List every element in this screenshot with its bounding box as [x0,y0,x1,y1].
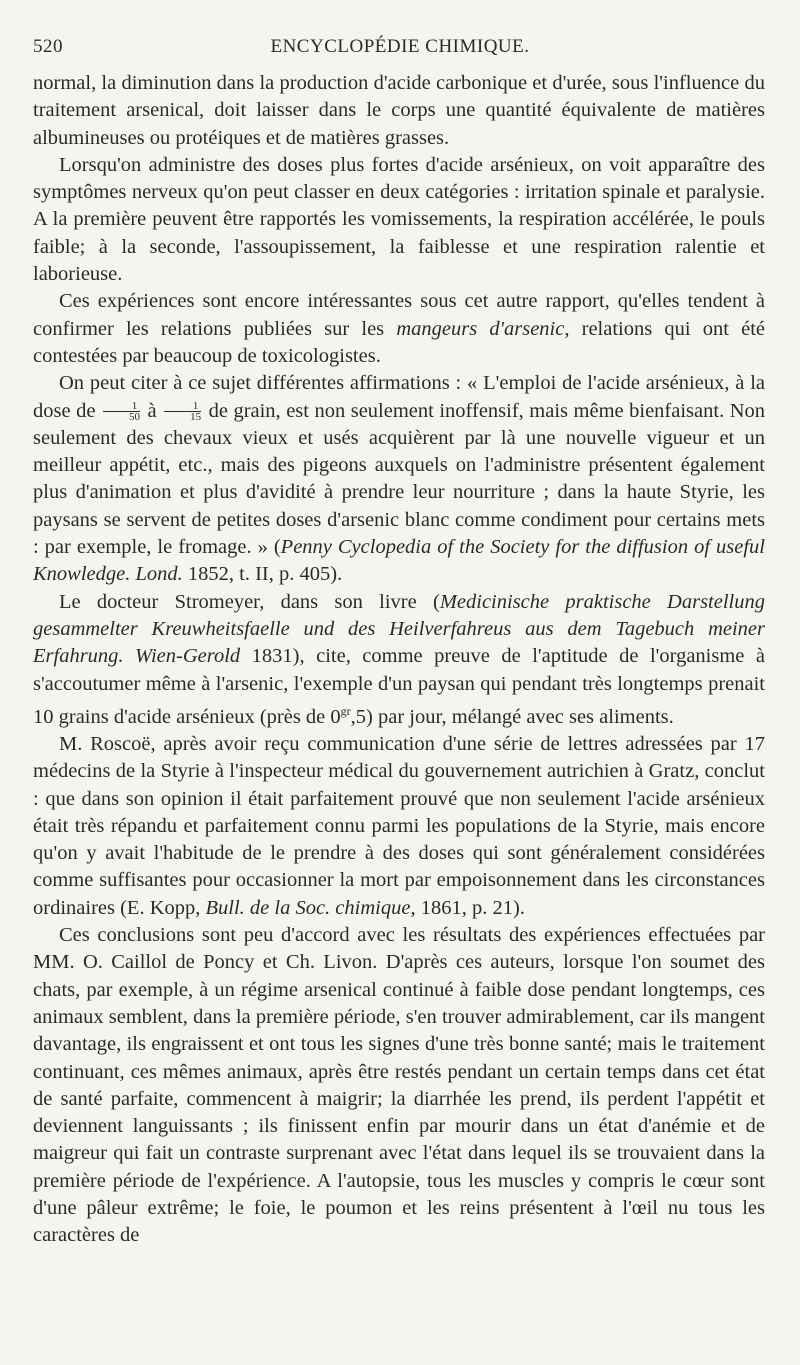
running-title: ENCYCLOPÉDIE CHIMIQUE. [270,36,530,57]
italic-term: mangeurs d'arsenic [396,317,565,340]
paragraph-1: normal, la diminution dans la production d'acide carbonique et d'urée, sous l'influence du traitement arsenical, doit laisser dans le corps une quantité équivalente de matières albumineuses ou protéiques et de matières grasses. [33,72,765,149]
paragraph-5 [33,589,765,731]
text-run: Ces expériences sont encore intéressantes sous cet autre rapport, qu'elles tendent à confirmer les relations publiées sur les [33,290,765,340]
page-header [30,36,770,66]
text-run: , 1861, p. 21). [410,896,525,919]
paragraph-4 [33,370,765,588]
italic-journal: Bull. de la Soc. chimique [205,896,411,919]
text-run: ,5) par jour, mélangé avec ses aliments. [350,705,674,728]
page-number: 520 [33,36,63,57]
text-run: M. Roscoë, après avoir reçu communication d'une série de lettres adressées par 17 médecins de la Styrie à l'inspecteur médical du gouvernement autrichien à Gratz, conclut : que dans son opinion il était parfaitement prouvé que non seulement l'acide arsénieux était très répandu et parfaitement connu parmi les populations de la Styrie, mais encore qu'on y avait l'habitude de le prendre à des doses qui sont généralement considérées comme suffisantes pour occasionner la mort par empoisonnement dans les circonstances ordinaires (E. Kopp, [33,732,765,919]
text-run: 1852, t. II, p. 405). [182,563,343,586]
fraction-denominator: 50 [128,411,140,424]
text-run: , relations qui ont été contestées par beaucoup de toxicologistes. [33,317,766,367]
paragraph-3 [33,288,765,370]
fraction-one-fifteenth [164,401,201,422]
fraction-numerator: 1 [164,401,201,412]
text-run: On peut citer à ce sujet différentes affirmations : « L'emploi de l'acide arsénieux, à la dose de [33,372,765,422]
text-run: de grain, est non seulement inoffensif, mais même bienfaisant. Non seulement des chevaux vieux et usés acquièrent par là une nouvelle vigueur et un meilleur appétit, etc., mais des pigeons auxquels on l'administre présentent également plus d'animation et plus d'avidité à prendre leur nourriture ; dans la haute Styrie, les paysans se servent de petites doses d'arsenic blanc comme condiment pour certains mets : par exemple, le fromage. » ( [33,399,765,559]
paragraph-6 [33,731,765,922]
text-run: 1831), cite, comme preuve de l'aptitude de l'organisme à s'accoutumer même à l'arsenic, l'exemple d'un paysan qui pendant très longtemps prenait 10 grains d'acide arsénieux (près de 0 [33,645,765,728]
text-run: Le docteur Stromeyer, dans son livre ( [59,590,440,613]
italic-book-title: Medicinische praktische Darstellung gesammelter Kreuwheitsfaelle und des Heilverfahreus aus dem Tagebuch meiner Erfahrung. Wien-Gerold [33,590,765,668]
unit-superscript: gr [340,703,351,718]
fraction-one-fiftieth [103,401,140,422]
text-run: à [141,399,163,422]
fraction-numerator: 1 [103,401,140,412]
paragraph-7: Ces conclusions sont peu d'accord avec les résultats des expériences effectuées par MM. O. Caillol de Poncy et Ch. Livon. D'après ces auteurs, lorsque l'on soumet des chats, par exemple, à un régime arsenical continué à faible dose pendant longtemps, ces animaux semblent, dans la première période, s'en trouver admirablement, car ils mangent davantage, ils engraissent et ont tous les signes d'une très bonne santé; mais le traitement continuant, ces mêmes animaux, après être restés pendant un certain temps dans cet état de santé parfaite, commencent à maigrir; la diarrhée les prend, ils perdent l'appétit et deviennent languissants ; ils finissent enfin par mourir dans un état d'anémie et de maigreur qui fait un contraste surprenant avec l'état dans lequel ils se trouvaient dans la première période de l'expérience. A l'autopsie, tous les muscles y compris le cœur sont d'une pâleur extrême; le foie, le poumon et les reins présentent à l'œil nu tous les caractères de [33,924,765,1247]
fraction-denominator: 15 [190,411,202,424]
italic-citation: Penny Cyclopedia of the Society for the diffusion of useful Knowledge. Lond. [33,536,765,586]
paragraph-2: Lorsqu'on administre des doses plus fortes d'acide arsénieux, on voit apparaître des symptômes nerveux qu'on peut classer en deux catégories : irritation spinale et paralysie. A la première peuvent être rapportés les vomissements, la respiration accélérée, le pouls faible; à la seconde, l'assoupissement, la faiblesse et une respiration ralentie et laborieuse. [33,153,765,286]
body-text [33,70,765,1250]
